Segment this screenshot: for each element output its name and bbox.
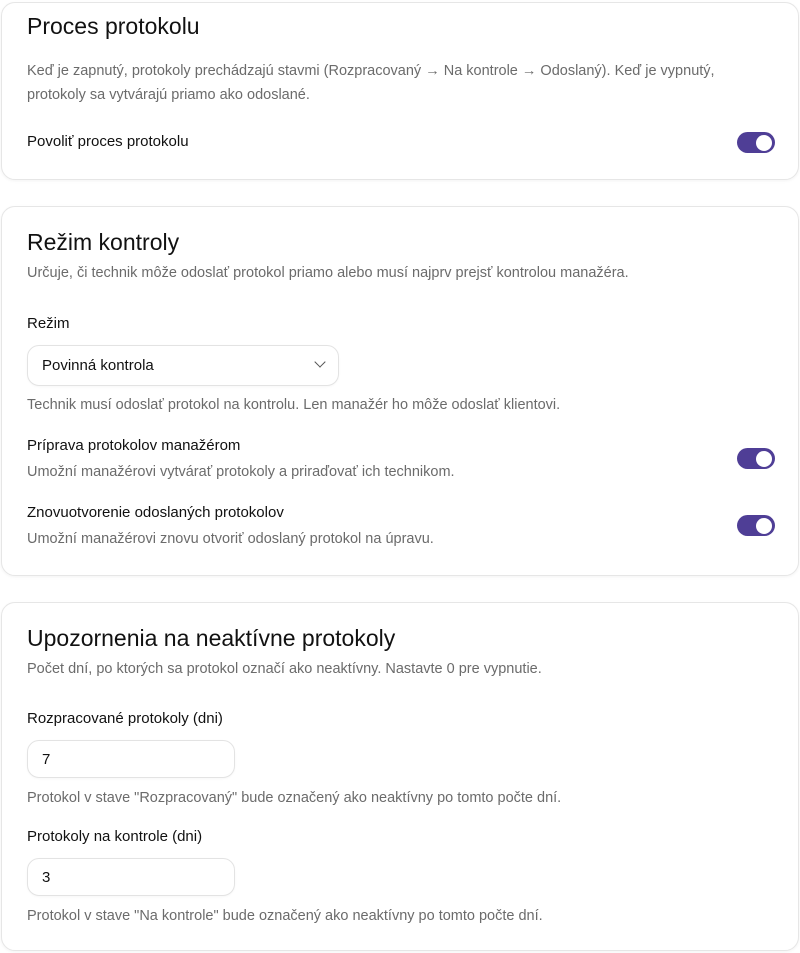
toggle-knob [756, 518, 772, 534]
process-description-2: protokoly sa vytvárajú priamo ako odoslané. [27, 87, 310, 103]
review-days-input[interactable] [27, 858, 235, 896]
mode-select[interactable] [27, 345, 339, 386]
review-days-value: 3 [42, 868, 51, 886]
mode-select-value: Povinná kontrola [42, 357, 154, 374]
reopen-toggle[interactable] [737, 515, 775, 536]
draft-days-help: Protokol v stave "Rozpracovaný" bude označený ako neaktívny po tomto počte dní. [27, 790, 562, 806]
reopen-label: Znovuotvorenie odoslaných protokolov [27, 504, 284, 521]
process-title: Proces protokolu [27, 13, 200, 39]
review-days-help: Protokol v stave "Na kontrole" bude označený ako neaktívny po tomto počte dní. [27, 908, 543, 924]
review-days-label: Protokoly na kontrole (dni) [27, 828, 203, 845]
toggle-knob [756, 135, 772, 151]
inactive-title: Upozornenia na neaktívne protokoly [27, 625, 396, 651]
review-description: Určuje, či technik môže odoslať protokol priamo alebo musí najprv prejsť kontrolou manažéra. [27, 265, 629, 281]
draft-days-input[interactable] [27, 740, 235, 778]
chevron-down-icon [314, 356, 325, 367]
mode-help: Technik musí odoslať protokol na kontrolu. Len manažér ho môže odoslať klientovi. [27, 397, 561, 413]
manager-prep-label: Príprava protokolov manažérom [27, 437, 241, 454]
toggle-knob [756, 451, 772, 467]
manager-prep-description: Umožní manažérovi vytvárať protokoly a priraďovať ich technikom. [27, 464, 455, 480]
review-title: Režim kontroly [27, 229, 180, 255]
manager-prep-toggle[interactable] [737, 448, 775, 469]
draft-days-value: 7 [42, 750, 51, 768]
enable-process-toggle[interactable] [737, 132, 775, 153]
reopen-description: Umožní manažérovi znovu otvoriť odoslaný protokol na úpravu. [27, 531, 434, 547]
review-mode-card [1, 206, 799, 576]
inactive-alerts-card [1, 602, 799, 951]
mode-label: Režim [27, 315, 70, 332]
enable-process-label: Povoliť proces protokolu [27, 133, 189, 150]
inactive-description: Počet dní, po ktorých sa protokol označí ako neaktívny. Nastavte 0 pre vypnutie. [27, 661, 542, 677]
process-card [1, 2, 799, 180]
draft-days-label: Rozpracované protokoly (dni) [27, 710, 223, 727]
process-description: Keď je zapnutý, protokoly prechádzajú stavmi (Rozpracovaný → Na kontrole → Odoslaný). Keď je vypnutý, [27, 63, 715, 79]
